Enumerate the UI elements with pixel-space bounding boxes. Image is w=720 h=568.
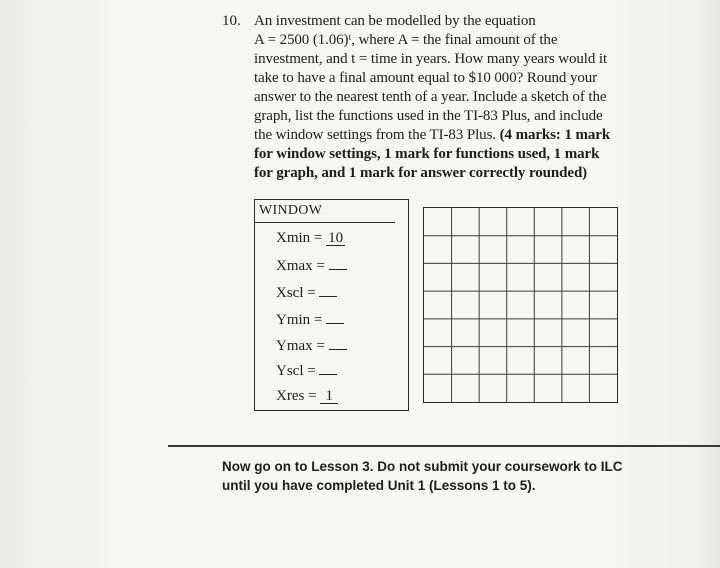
question-line-4: take to have a final amount equal to $10 000? Round your [254,70,598,86]
question-line-5: answer to the nearest tenth of a year. Include a sketch of the [254,89,607,105]
xres-value[interactable]: 1 [320,389,338,404]
question-line-6: graph, list the functions used in the TI-83 Plus, and include [254,108,603,124]
xmin-value[interactable]: 10 [328,230,344,246]
lesson-note [222,457,692,495]
window-row-xscl [276,285,337,302]
question-line-2 [254,31,704,50]
marks-inline: (4 marks: 1 mark [499,127,611,143]
marks-line-2: for graph, and 1 mark for answer correctly rounded) [254,165,588,181]
equation-text: A = 2500 (1.06)ᵗ, where A = the final amount of the [254,32,558,48]
window-row-xres [276,388,338,405]
xres-label: Xres = [276,388,317,404]
note-line-1: Now go on to Lesson 3. Do not submit your coursework to ILC [222,459,623,474]
window-row-ymax [276,338,347,355]
question-number: 10. [222,13,241,29]
window-title-rule [255,222,395,223]
window-row-yscl [276,363,337,380]
marks-line-1: for window settings, 1 mark for functions used, 1 mark [254,146,600,162]
ymin-value[interactable] [326,323,344,324]
graph-grid[interactable] [423,207,618,403]
section-divider [168,445,720,447]
question-line-7-text: the window settings from the TI-83 Plus. [254,127,496,143]
question-line-3: investment, and t = time in years. How many years would it [254,51,608,67]
xmax-value[interactable] [329,269,347,270]
question-line-1: An investment can be modelled by the equation [254,13,536,29]
yscl-value[interactable] [319,374,337,375]
question-line-7 [254,126,704,145]
xmax-label: Xmax = [276,258,325,274]
question-text [254,12,704,183]
window-row-xmax [276,258,347,275]
ymin-label: Ymin = [276,312,323,328]
yscl-label: Yscl = [276,363,316,379]
ymax-value[interactable] [329,349,347,350]
note-line-2: until you have completed Unit 1 (Lessons 1 to 5). [222,478,536,493]
ymax-label: Ymax = [276,338,325,354]
window-title: WINDOW [259,203,323,218]
xscl-label: Xscl = [276,285,316,301]
window-row-ymin [276,312,344,329]
window-row-xmin [276,230,345,247]
window-settings-box [254,199,409,411]
xscl-value[interactable] [319,296,337,297]
xmin-label: Xmin = [276,230,323,246]
